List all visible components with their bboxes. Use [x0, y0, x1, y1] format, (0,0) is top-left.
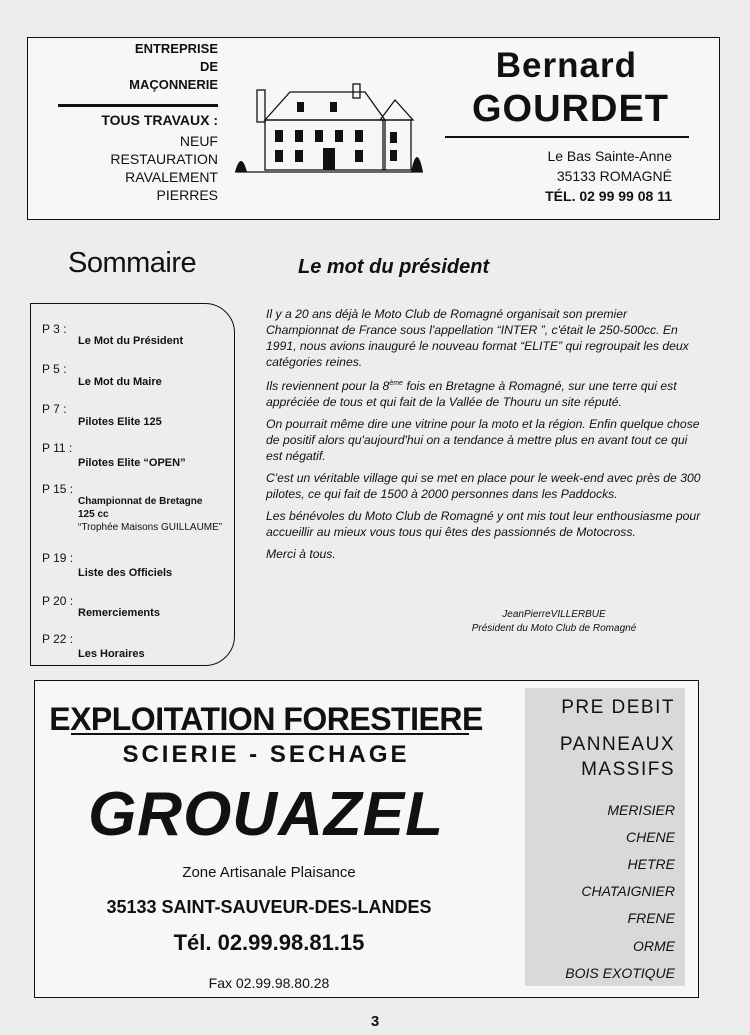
services-list: [110, 132, 218, 204]
paragraph: Il y a 20 ans déjà le Moto Club de Romagné organisait son premier Championnat de France sous l'appellation “INTER ”, c'était le 250-500cc. En 1991, nous avions inauguré le nouveau format “ELITE” qui regroupait les deux catégories reines.: [266, 307, 689, 369]
brand-first-name: Bernard: [495, 46, 637, 85]
toc-page: P 20 :: [42, 594, 74, 608]
service-item: RESTAURATION: [110, 151, 218, 167]
page-number: 3: [370, 1013, 380, 1030]
president-title: Le mot du président: [298, 256, 490, 278]
wood-type: FRENE: [627, 910, 675, 926]
product-heading: PANNEAUX: [559, 734, 675, 755]
toc-title: Les Horaires: [78, 648, 145, 660]
table-of-contents: [30, 303, 235, 666]
text: fois en Bretagne à Romagné, sur une terre qui est appréciée de tous et qui fait de la Vallée de Thouru un site réputé.: [266, 379, 677, 410]
superscript: ème: [389, 380, 403, 387]
wood-type: ORME: [633, 938, 675, 954]
wood-type: CHENE: [625, 829, 675, 845]
toc-page: P 22 :: [42, 632, 74, 646]
ad-brand: GROUAZEL: [88, 780, 444, 849]
gourdet-advertisement: [27, 37, 720, 220]
wood-type: BOIS EXOTIQUE: [565, 965, 675, 981]
company-type-line: ENTREPRISE: [134, 41, 218, 56]
toc-page: P 5 :: [42, 362, 67, 376]
manor-house-icon: [235, 80, 423, 182]
divider: [71, 733, 469, 735]
toc-title: Pilotes Elite “OPEN”: [78, 457, 186, 469]
phone-number: TÉL. 02 99 99 08 11: [545, 188, 672, 204]
toc-page: P 7 :: [42, 402, 67, 416]
product-heading: PRE DEBIT: [561, 697, 675, 718]
service-item: NEUF: [179, 133, 218, 149]
address-line: Le Bas Sainte-Anne: [547, 148, 672, 164]
president-text: [266, 306, 702, 568]
company-type: [129, 40, 218, 94]
toc-subtitle: “Trophée Maisons GUILLAUME”: [78, 522, 223, 533]
service-item: PIERRES: [156, 187, 218, 203]
signature-role: Président du Moto Club de Romagné: [471, 623, 637, 634]
ad-fax: Fax 02.99.98.80.28: [208, 975, 330, 991]
paragraph: Les bénévoles du Moto Club de Romagné y ont mis tout leur enthousiasme pour accueillir au mieux vous tous qui êtes des passionnés de Motocross.: [266, 509, 701, 540]
toc-title: Liste des Officiels: [78, 567, 173, 579]
ad-zone: Zone Artisanale Plaisance: [182, 864, 356, 881]
toc-title: Championnat de Bretagne: [78, 496, 203, 507]
toc-page: P 11 :: [42, 441, 73, 455]
company-type-line: DE: [199, 59, 218, 74]
wood-type: CHATAIGNIER: [581, 883, 675, 899]
ad-headline: EXPLOITATION FORESTIERE: [49, 701, 483, 737]
divider: [58, 104, 218, 107]
products-panel: [525, 688, 685, 986]
sommaire-title: Sommaire: [68, 247, 197, 279]
ad-city: 35133 SAINT-SAUVEUR-DES-LANDES: [106, 897, 432, 917]
address-line: 35133 ROMAGNÉ: [556, 168, 672, 184]
ad-phone: Tél. 02.99.98.81.15: [173, 930, 365, 955]
signature-name: JeanPierreVILLERBUE: [502, 609, 606, 620]
paragraph: C'est un véritable village qui se met en place pour le week-end avec près de 300 pilotes, ce qui fait de 1500 à 2000 personnes dans les Paddocks.: [266, 471, 701, 502]
toc-page: P 15 :: [42, 482, 74, 496]
wood-type: HETRE: [627, 856, 675, 872]
toc-title: Le Mot du Président: [78, 335, 184, 347]
paragraph: On pourrait même dire une vitrine pour la moto et la région. Enfin quelque chose de positif alors qu'aujourd'hui on a tendance à mettre plus en avant tout ce qui est négatif.: [266, 417, 700, 464]
toc-page: P 3 :: [42, 322, 67, 336]
service-item: RAVALEMENT: [125, 169, 218, 185]
product-heading: MASSIFS: [581, 759, 675, 780]
paragraph: [266, 376, 702, 410]
divider: [445, 136, 689, 138]
toc-page: P 19 :: [42, 551, 74, 565]
toc-subtitle: 125 cc: [78, 509, 109, 520]
tous-travaux-label: TOUS TRAVAUX :: [101, 112, 218, 128]
address-block: [545, 146, 672, 206]
company-type-line: MAÇONNERIE: [129, 77, 218, 92]
wood-type: MERISIER: [607, 802, 675, 818]
brand-last-name: GOURDET: [472, 88, 669, 130]
toc-title: Le Mot du Maire: [78, 376, 162, 388]
toc-title: Remerciements: [78, 607, 160, 619]
toc-title: Pilotes Elite 125: [78, 416, 162, 428]
grouazel-advertisement: [34, 680, 699, 998]
paragraph: Merci à tous.: [266, 547, 336, 562]
ad-subline: SCIERIE - SECHAGE: [122, 741, 410, 768]
signature-block: [430, 608, 678, 636]
text: Ils reviennent pour la 8: [266, 379, 390, 394]
